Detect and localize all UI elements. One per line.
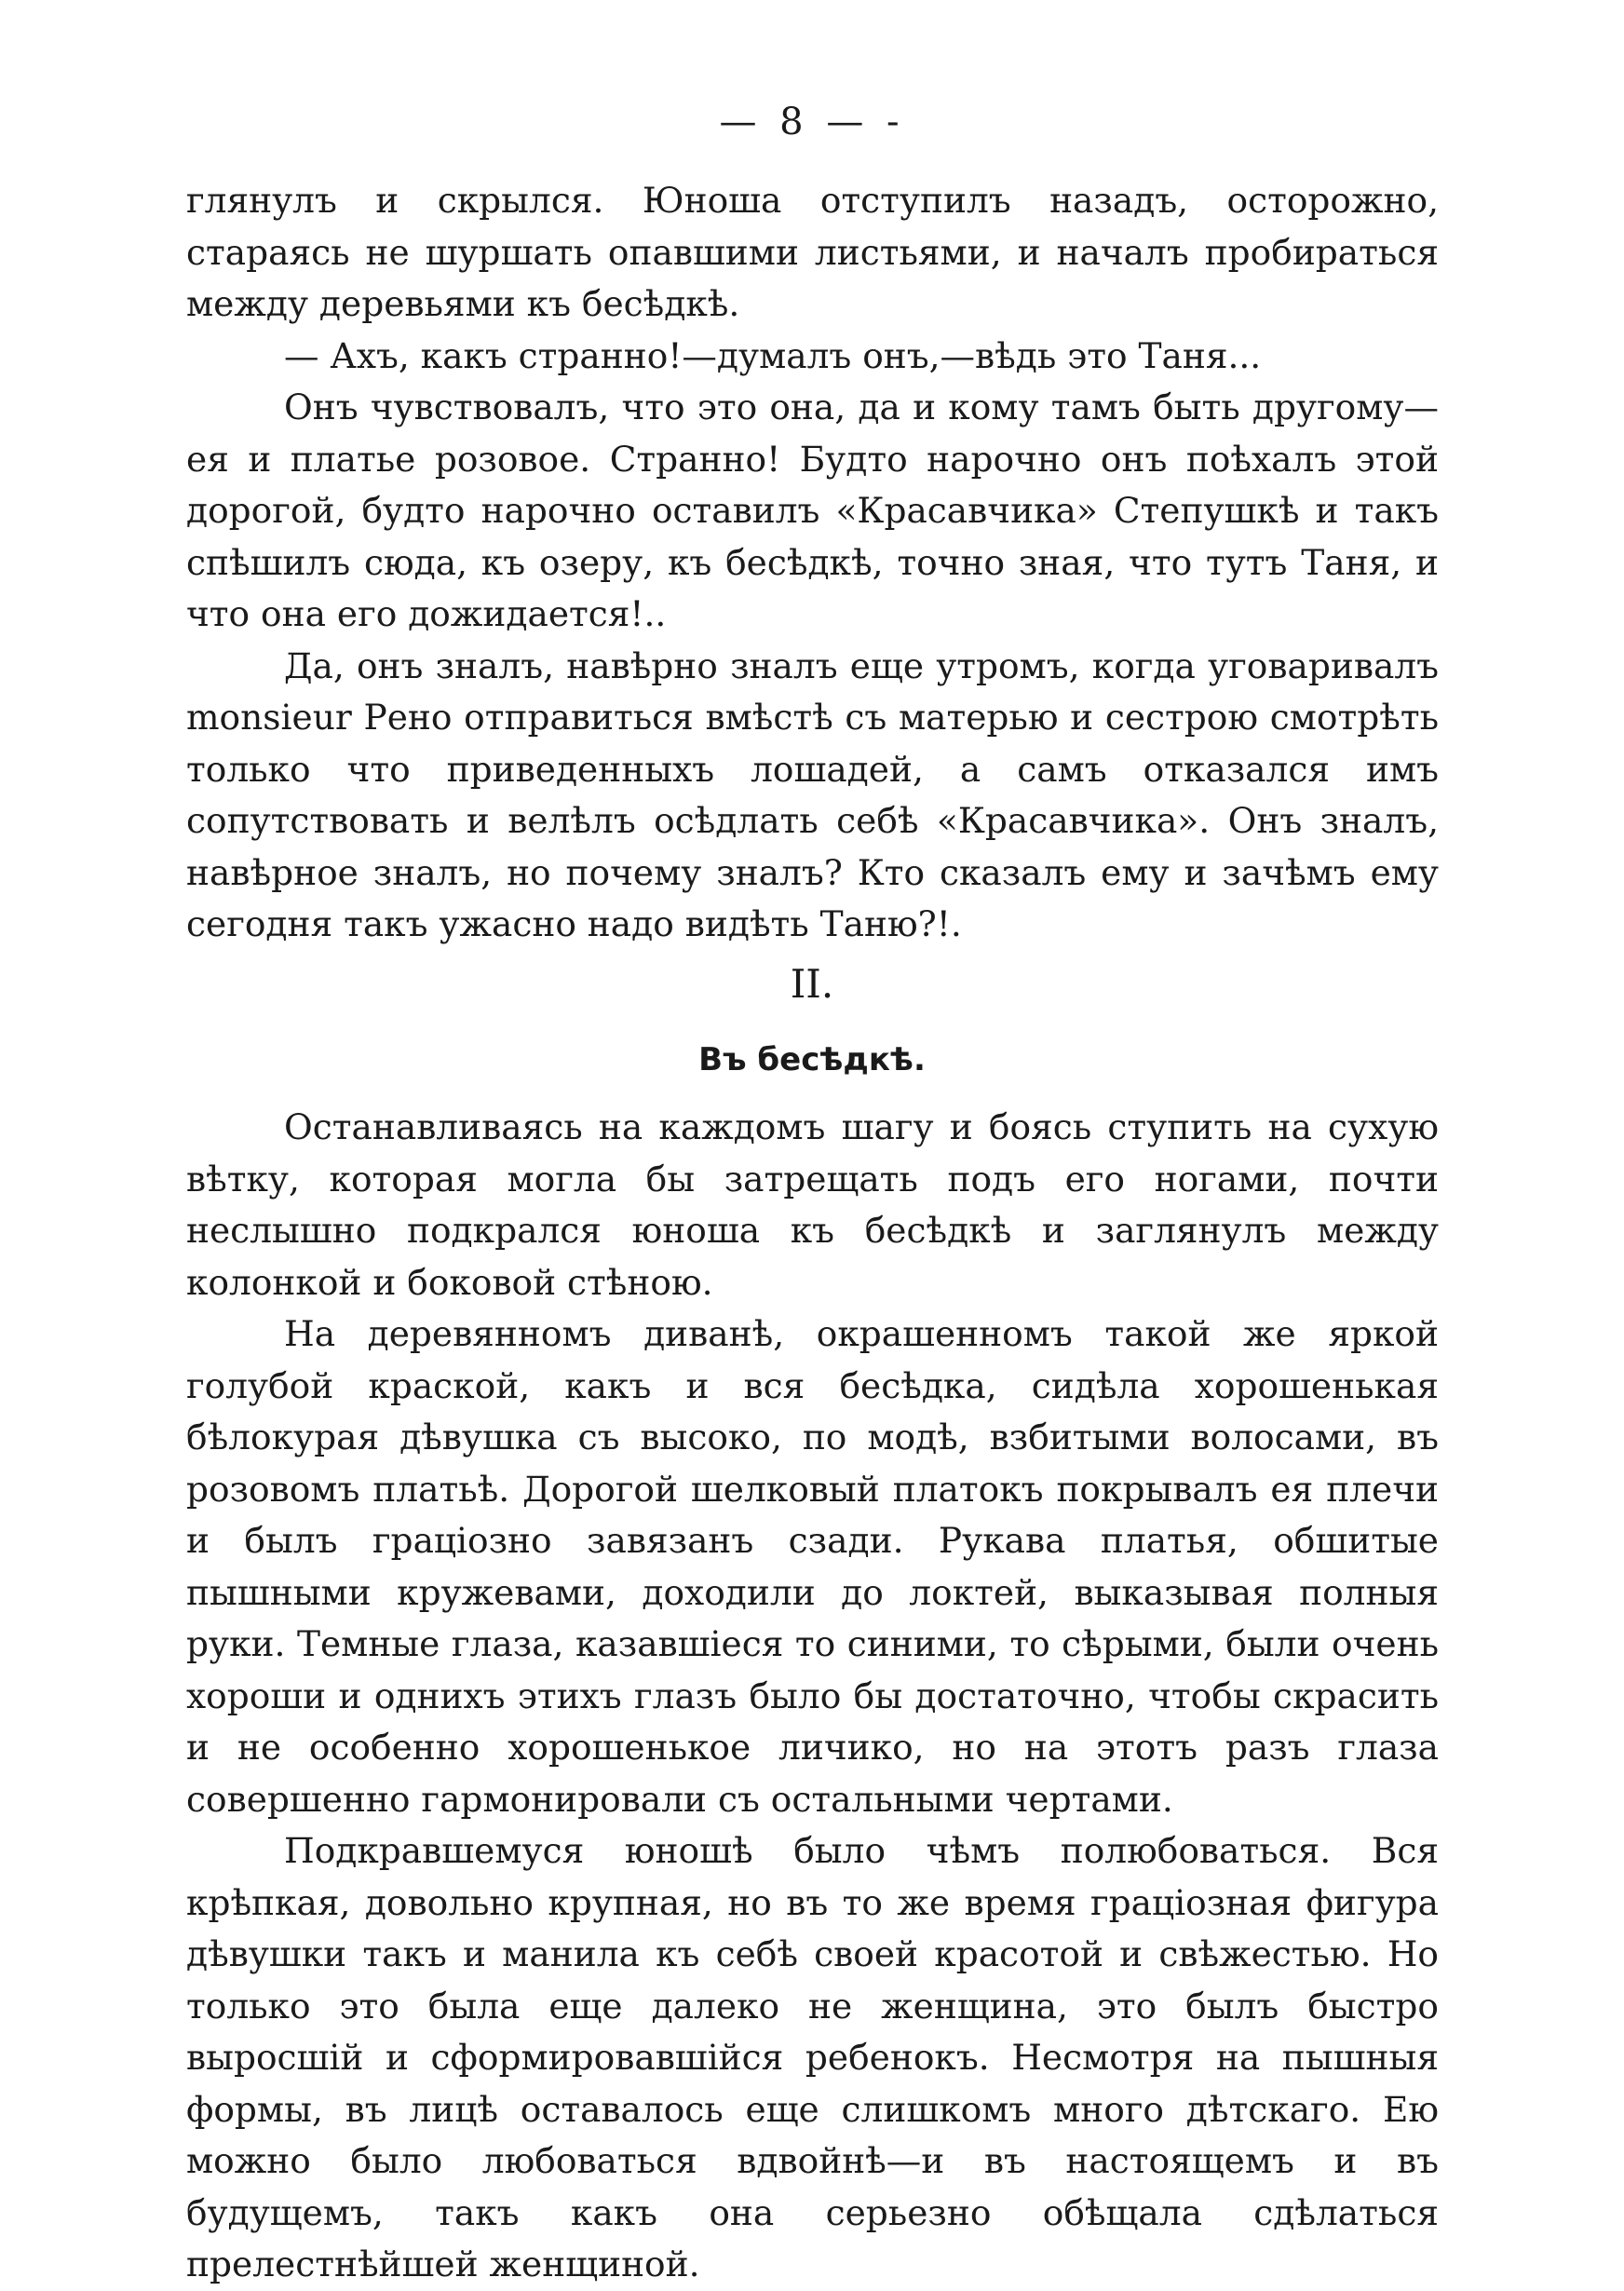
paragraph: — Ахъ, какъ странно!—думалъ онъ,—вѣдь это Таня... bbox=[284, 334, 1262, 376]
paragraph: Да, онъ зналъ, навѣрно зналъ еще утромъ, когда уговаривалъ monsieur Рено отправиться вмѣстѣ съ матерью и сестрою смотрѣть только что приведенныхъ лошадей, а самъ отказался имъ сопутствовать и велѣлъ осѣдлать себѣ «Красавчика». Онъ зналъ, навѣрное зналъ, но почему зналъ? Кто сказалъ ему и зачѣмъ ему сегодня такъ ужасно надо видѣть Таню?!. bbox=[186, 644, 1439, 944]
top-text-block bbox=[186, 175, 1439, 951]
page-number: — 8 — - bbox=[719, 101, 905, 143]
paragraph: На деревянномъ диванѣ, окрашенномъ такой же яркой голубой краской, какъ и вся бесѣдка, сидѣла хорошенькая бѣлокурая дѣвушка съ высоко, по модѣ, взбитыми волосами, въ розовомъ платьѣ. Дорогой шелковый платокъ покрывалъ ея плечи и былъ граціозно завязанъ сзади. Рукава платья, обшитые пышными кружевами, доходили до локтей, выказывая полныя руки. Темные глаза, казавшіеся то синими, то сѣрыми, были очень хороши и однихъ этихъ глазъ было бы достаточно, чтобы скрасить и не особенно хорошенькое личико, но на этотъ разъ глаза совершенно гармонировали съ остальными чертами. bbox=[186, 1313, 1439, 1820]
paragraph: Подкравшемуся юношѣ было чѣмъ полюбоваться. Вся крѣпкая, довольно крупная, но въ то же время граціозная фигура дѣвушки такъ и манила къ себѣ своей красотой и свѣжестью. Но только это была еще далеко не женщина, это былъ быстро выросшій и сформировавшійся ребенокъ. Несмотря на пышныя формы, въ лицѣ оставалось еще слишкомъ много дѣтскаго. Ею можно было любоваться вдвойнѣ—и въ настоящемъ и въ будущемъ, такъ какъ она серьезно обѣщала сдѣлаться прелестнѣйшей женщиной. bbox=[186, 1830, 1439, 2284]
paragraph: Останавливаясь на каждомъ шагу и боясь ступить на сухую вѣтку, которая могла бы затрещать подъ его ногами, почти неслышно подкрался юноша къ бесѣдкѣ и заглянулъ между колонкой и боковой стѣною. bbox=[186, 1106, 1439, 1303]
chapter-number: II. bbox=[790, 961, 834, 1007]
bottom-text-block bbox=[186, 1102, 1439, 2291]
paragraph: глянулъ и скрылся. Юноша отступилъ назадъ, осторожно, стараясь не шуршать опавшими листьями, и началъ пробираться между деревьями къ бесѣдкѣ. bbox=[186, 180, 1439, 324]
chapter-title: Въ бесѣдкѣ. bbox=[698, 1041, 926, 1078]
paragraph: Онъ чувствовалъ, что это она, да и кому тамъ быть другому—ея и платье розовое. Странно! Будто нарочно онъ поѣхалъ этой дорогой, будто нарочно оставилъ «Красавчика» Степушкѣ и такъ спѣшилъ сюда, къ озеру, къ бесѣдкѣ, точно зная, что тутъ Таня, и что она его дожидается!.. bbox=[186, 386, 1439, 634]
